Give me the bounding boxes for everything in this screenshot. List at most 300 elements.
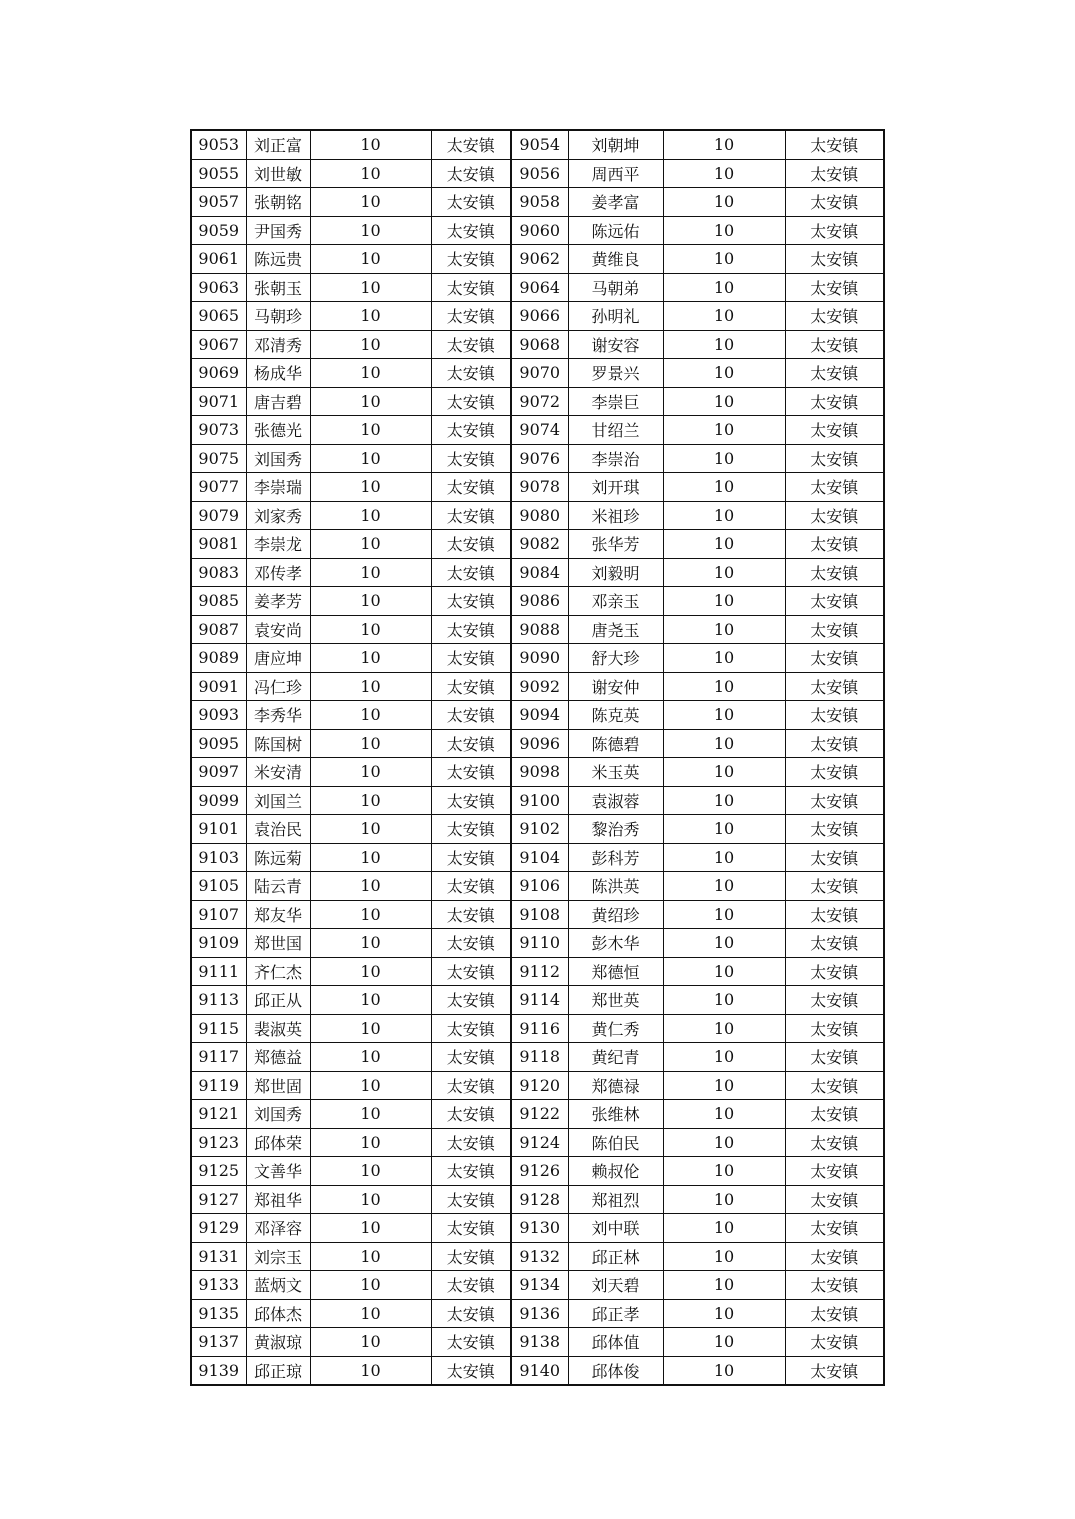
- township-cell: 太安镇: [431, 1299, 511, 1328]
- person-name-cell: 张维林: [568, 1100, 663, 1129]
- amount-cell: 10: [310, 1014, 431, 1043]
- record-id-cell: 9093: [191, 701, 246, 730]
- record-id-cell: 9124: [511, 1128, 568, 1157]
- record-id-cell: 9091: [191, 672, 246, 701]
- record-id-cell: 9063: [191, 273, 246, 302]
- township-cell: 太安镇: [785, 416, 884, 445]
- person-name-cell: 唐应坤: [246, 644, 310, 673]
- record-id-cell: 9081: [191, 530, 246, 559]
- record-id-cell: 9059: [191, 216, 246, 245]
- person-name-cell: 陈远贵: [246, 245, 310, 274]
- person-name-cell: 周西平: [568, 159, 663, 188]
- amount-cell: 10: [663, 815, 785, 844]
- amount-cell: 10: [663, 1043, 785, 1072]
- township-cell: 太安镇: [431, 188, 511, 217]
- person-name-cell: 谢安仲: [568, 672, 663, 701]
- table-row: [191, 273, 884, 302]
- township-cell: 太安镇: [431, 330, 511, 359]
- amount-cell: 10: [310, 330, 431, 359]
- record-id-cell: 9102: [511, 815, 568, 844]
- table-row: [191, 1157, 884, 1186]
- person-name-cell: 郑世固: [246, 1071, 310, 1100]
- amount-cell: 10: [663, 1214, 785, 1243]
- record-id-cell: 9088: [511, 615, 568, 644]
- township-cell: 太安镇: [431, 1100, 511, 1129]
- person-name-cell: 袁安尚: [246, 615, 310, 644]
- amount-cell: 10: [310, 302, 431, 331]
- township-cell: 太安镇: [431, 501, 511, 530]
- amount-cell: 10: [310, 1214, 431, 1243]
- record-id-cell: 9083: [191, 558, 246, 587]
- township-cell: 太安镇: [431, 701, 511, 730]
- table-row: [191, 986, 884, 1015]
- township-cell: 太安镇: [785, 786, 884, 815]
- amount-cell: 10: [663, 1299, 785, 1328]
- amount-cell: 10: [310, 473, 431, 502]
- record-id-cell: 9064: [511, 273, 568, 302]
- township-cell: 太安镇: [785, 587, 884, 616]
- amount-cell: 10: [663, 359, 785, 388]
- township-cell: 太安镇: [431, 815, 511, 844]
- record-id-cell: 9122: [511, 1100, 568, 1129]
- amount-cell: 10: [663, 758, 785, 787]
- record-id-cell: 9058: [511, 188, 568, 217]
- township-cell: 太安镇: [431, 1356, 511, 1385]
- township-cell: 太安镇: [785, 273, 884, 302]
- person-name-cell: 文善华: [246, 1157, 310, 1186]
- township-cell: 太安镇: [785, 1271, 884, 1300]
- record-id-cell: 9075: [191, 444, 246, 473]
- record-id-cell: 9139: [191, 1356, 246, 1385]
- table-row: [191, 188, 884, 217]
- amount-cell: 10: [663, 986, 785, 1015]
- table-row: [191, 672, 884, 701]
- record-id-cell: 9077: [191, 473, 246, 502]
- amount-cell: 10: [310, 957, 431, 986]
- township-cell: 太安镇: [431, 929, 511, 958]
- roster-table: [190, 129, 885, 1386]
- record-id-cell: 9114: [511, 986, 568, 1015]
- person-name-cell: 邱正琼: [246, 1356, 310, 1385]
- person-name-cell: 唐吉碧: [246, 387, 310, 416]
- table-row: [191, 729, 884, 758]
- amount-cell: 10: [663, 216, 785, 245]
- township-cell: 太安镇: [785, 758, 884, 787]
- table-row: [191, 1214, 884, 1243]
- table-row: [191, 1242, 884, 1271]
- person-name-cell: 张华芳: [568, 530, 663, 559]
- record-id-cell: 9073: [191, 416, 246, 445]
- amount-cell: 10: [663, 929, 785, 958]
- person-name-cell: 袁治民: [246, 815, 310, 844]
- amount-cell: 10: [663, 1128, 785, 1157]
- person-name-cell: 陈洪英: [568, 872, 663, 901]
- record-id-cell: 9098: [511, 758, 568, 787]
- person-name-cell: 马朝珍: [246, 302, 310, 331]
- person-name-cell: 尹国秀: [246, 216, 310, 245]
- record-id-cell: 9109: [191, 929, 246, 958]
- table-row: [191, 159, 884, 188]
- person-name-cell: 姜孝富: [568, 188, 663, 217]
- amount-cell: 10: [663, 330, 785, 359]
- amount-cell: 10: [663, 644, 785, 673]
- person-name-cell: 郑祖华: [246, 1185, 310, 1214]
- township-cell: 太安镇: [431, 1214, 511, 1243]
- amount-cell: 10: [310, 615, 431, 644]
- person-name-cell: 黄维良: [568, 245, 663, 274]
- township-cell: 太安镇: [431, 159, 511, 188]
- record-id-cell: 9097: [191, 758, 246, 787]
- township-cell: 太安镇: [431, 1043, 511, 1072]
- township-cell: 太安镇: [431, 473, 511, 502]
- person-name-cell: 刘朝坤: [568, 130, 663, 159]
- township-cell: 太安镇: [785, 1356, 884, 1385]
- person-name-cell: 罗景兴: [568, 359, 663, 388]
- township-cell: 太安镇: [785, 130, 884, 159]
- person-name-cell: 蓝炳文: [246, 1271, 310, 1300]
- record-id-cell: 9079: [191, 501, 246, 530]
- person-name-cell: 陈远菊: [246, 843, 310, 872]
- record-id-cell: 9123: [191, 1128, 246, 1157]
- table-row: [191, 1071, 884, 1100]
- record-id-cell: 9131: [191, 1242, 246, 1271]
- township-cell: 太安镇: [785, 245, 884, 274]
- amount-cell: 10: [663, 1100, 785, 1129]
- record-id-cell: 9078: [511, 473, 568, 502]
- record-id-cell: 9071: [191, 387, 246, 416]
- record-id-cell: 9112: [511, 957, 568, 986]
- amount-cell: 10: [310, 644, 431, 673]
- person-name-cell: 唐尧玉: [568, 615, 663, 644]
- table-row: [191, 558, 884, 587]
- person-name-cell: 李崇巨: [568, 387, 663, 416]
- record-id-cell: 9087: [191, 615, 246, 644]
- amount-cell: 10: [663, 1071, 785, 1100]
- township-cell: 太安镇: [785, 387, 884, 416]
- amount-cell: 10: [663, 1328, 785, 1357]
- person-name-cell: 刘国兰: [246, 786, 310, 815]
- record-id-cell: 9111: [191, 957, 246, 986]
- amount-cell: 10: [310, 245, 431, 274]
- township-cell: 太安镇: [785, 986, 884, 1015]
- person-name-cell: 刘毅明: [568, 558, 663, 587]
- record-id-cell: 9072: [511, 387, 568, 416]
- amount-cell: 10: [310, 1157, 431, 1186]
- township-cell: 太安镇: [431, 729, 511, 758]
- person-name-cell: 邱体荣: [246, 1128, 310, 1157]
- township-cell: 太安镇: [785, 1242, 884, 1271]
- record-id-cell: 9135: [191, 1299, 246, 1328]
- township-cell: 太安镇: [431, 1157, 511, 1186]
- amount-cell: 10: [663, 188, 785, 217]
- township-cell: 太安镇: [785, 1328, 884, 1357]
- person-name-cell: 李崇瑞: [246, 473, 310, 502]
- person-name-cell: 刘国秀: [246, 444, 310, 473]
- record-id-cell: 9055: [191, 159, 246, 188]
- person-name-cell: 邱正孝: [568, 1299, 663, 1328]
- township-cell: 太安镇: [785, 1014, 884, 1043]
- person-name-cell: 袁淑蓉: [568, 786, 663, 815]
- record-id-cell: 9057: [191, 188, 246, 217]
- person-name-cell: 李崇龙: [246, 530, 310, 559]
- table-row: [191, 843, 884, 872]
- amount-cell: 10: [663, 416, 785, 445]
- record-id-cell: 9060: [511, 216, 568, 245]
- township-cell: 太安镇: [785, 159, 884, 188]
- person-name-cell: 李崇治: [568, 444, 663, 473]
- township-cell: 太安镇: [785, 188, 884, 217]
- township-cell: 太安镇: [431, 416, 511, 445]
- township-cell: 太安镇: [785, 501, 884, 530]
- township-cell: 太安镇: [431, 786, 511, 815]
- record-id-cell: 9107: [191, 900, 246, 929]
- table-row: [191, 815, 884, 844]
- amount-cell: 10: [310, 986, 431, 1015]
- table-row: [191, 1356, 884, 1385]
- person-name-cell: 刘正富: [246, 130, 310, 159]
- amount-cell: 10: [663, 444, 785, 473]
- record-id-cell: 9137: [191, 1328, 246, 1357]
- amount-cell: 10: [663, 302, 785, 331]
- township-cell: 太安镇: [431, 1128, 511, 1157]
- record-id-cell: 9090: [511, 644, 568, 673]
- person-name-cell: 郑世国: [246, 929, 310, 958]
- roster-body: [191, 130, 884, 1385]
- person-name-cell: 冯仁珍: [246, 672, 310, 701]
- table-row: [191, 644, 884, 673]
- record-id-cell: 9100: [511, 786, 568, 815]
- amount-cell: 10: [663, 786, 785, 815]
- person-name-cell: 郑德禄: [568, 1071, 663, 1100]
- township-cell: 太安镇: [785, 359, 884, 388]
- township-cell: 太安镇: [431, 986, 511, 1015]
- person-name-cell: 邱正林: [568, 1242, 663, 1271]
- amount-cell: 10: [310, 1128, 431, 1157]
- table-row: [191, 872, 884, 901]
- person-name-cell: 李秀华: [246, 701, 310, 730]
- person-name-cell: 郑德益: [246, 1043, 310, 1072]
- amount-cell: 10: [310, 1100, 431, 1129]
- table-row: [191, 587, 884, 616]
- record-id-cell: 9094: [511, 701, 568, 730]
- township-cell: 太安镇: [785, 216, 884, 245]
- amount-cell: 10: [310, 758, 431, 787]
- township-cell: 太安镇: [785, 843, 884, 872]
- amount-cell: 10: [663, 957, 785, 986]
- record-id-cell: 9067: [191, 330, 246, 359]
- person-name-cell: 黎治秀: [568, 815, 663, 844]
- amount-cell: 10: [663, 615, 785, 644]
- township-cell: 太安镇: [785, 672, 884, 701]
- record-id-cell: 9056: [511, 159, 568, 188]
- amount-cell: 10: [310, 672, 431, 701]
- table-row: [191, 302, 884, 331]
- table-row: [191, 530, 884, 559]
- amount-cell: 10: [310, 444, 431, 473]
- township-cell: 太安镇: [785, 1157, 884, 1186]
- record-id-cell: 9104: [511, 843, 568, 872]
- amount-cell: 10: [663, 1356, 785, 1385]
- record-id-cell: 9101: [191, 815, 246, 844]
- person-name-cell: 郑德恒: [568, 957, 663, 986]
- township-cell: 太安镇: [431, 1271, 511, 1300]
- person-name-cell: 陈远佑: [568, 216, 663, 245]
- table-row: [191, 1043, 884, 1072]
- amount-cell: 10: [663, 843, 785, 872]
- person-name-cell: 刘宗玉: [246, 1242, 310, 1271]
- person-name-cell: 刘中联: [568, 1214, 663, 1243]
- township-cell: 太安镇: [431, 245, 511, 274]
- person-name-cell: 邓亲玉: [568, 587, 663, 616]
- record-id-cell: 9085: [191, 587, 246, 616]
- person-name-cell: 陆云青: [246, 872, 310, 901]
- township-cell: 太安镇: [785, 558, 884, 587]
- township-cell: 太安镇: [785, 473, 884, 502]
- table-row: [191, 900, 884, 929]
- township-cell: 太安镇: [785, 1128, 884, 1157]
- amount-cell: 10: [663, 701, 785, 730]
- township-cell: 太安镇: [785, 444, 884, 473]
- record-id-cell: 9110: [511, 929, 568, 958]
- amount-cell: 10: [663, 1014, 785, 1043]
- table-row: [191, 758, 884, 787]
- person-name-cell: 邱体俊: [568, 1356, 663, 1385]
- record-id-cell: 9074: [511, 416, 568, 445]
- record-id-cell: 9129: [191, 1214, 246, 1243]
- record-id-cell: 9133: [191, 1271, 246, 1300]
- table-row: [191, 416, 884, 445]
- record-id-cell: 9053: [191, 130, 246, 159]
- person-name-cell: 姜孝芳: [246, 587, 310, 616]
- person-name-cell: 邱正从: [246, 986, 310, 1015]
- amount-cell: 10: [663, 130, 785, 159]
- amount-cell: 10: [310, 786, 431, 815]
- township-cell: 太安镇: [785, 302, 884, 331]
- township-cell: 太安镇: [785, 1043, 884, 1072]
- record-id-cell: 9121: [191, 1100, 246, 1129]
- person-name-cell: 谢安容: [568, 330, 663, 359]
- record-id-cell: 9066: [511, 302, 568, 331]
- amount-cell: 10: [663, 245, 785, 274]
- township-cell: 太安镇: [785, 872, 884, 901]
- table-row: [191, 130, 884, 159]
- record-id-cell: 9134: [511, 1271, 568, 1300]
- person-name-cell: 邓清秀: [246, 330, 310, 359]
- person-name-cell: 张朝玉: [246, 273, 310, 302]
- record-id-cell: 9106: [511, 872, 568, 901]
- person-name-cell: 裴淑英: [246, 1014, 310, 1043]
- township-cell: 太安镇: [431, 615, 511, 644]
- record-id-cell: 9126: [511, 1157, 568, 1186]
- table-row: [191, 473, 884, 502]
- record-id-cell: 9116: [511, 1014, 568, 1043]
- table-row: [191, 444, 884, 473]
- record-id-cell: 9113: [191, 986, 246, 1015]
- record-id-cell: 9108: [511, 900, 568, 929]
- amount-cell: 10: [310, 729, 431, 758]
- person-name-cell: 米安清: [246, 758, 310, 787]
- person-name-cell: 郑友华: [246, 900, 310, 929]
- person-name-cell: 邓传孝: [246, 558, 310, 587]
- amount-cell: 10: [663, 1185, 785, 1214]
- person-name-cell: 黄淑琼: [246, 1328, 310, 1357]
- amount-cell: 10: [310, 1328, 431, 1357]
- amount-cell: 10: [663, 159, 785, 188]
- table-row: [191, 786, 884, 815]
- township-cell: 太安镇: [785, 701, 884, 730]
- person-name-cell: 舒大珍: [568, 644, 663, 673]
- township-cell: 太安镇: [785, 929, 884, 958]
- record-id-cell: 9089: [191, 644, 246, 673]
- township-cell: 太安镇: [431, 1014, 511, 1043]
- person-name-cell: 邓泽容: [246, 1214, 310, 1243]
- township-cell: 太安镇: [785, 1185, 884, 1214]
- amount-cell: 10: [663, 1242, 785, 1271]
- amount-cell: 10: [310, 843, 431, 872]
- township-cell: 太安镇: [431, 672, 511, 701]
- amount-cell: 10: [310, 872, 431, 901]
- township-cell: 太安镇: [785, 815, 884, 844]
- amount-cell: 10: [310, 1356, 431, 1385]
- amount-cell: 10: [663, 672, 785, 701]
- township-cell: 太安镇: [431, 387, 511, 416]
- amount-cell: 10: [310, 216, 431, 245]
- township-cell: 太安镇: [431, 1328, 511, 1357]
- table-row: [191, 929, 884, 958]
- township-cell: 太安镇: [785, 530, 884, 559]
- amount-cell: 10: [310, 188, 431, 217]
- amount-cell: 10: [310, 1299, 431, 1328]
- person-name-cell: 齐仁杰: [246, 957, 310, 986]
- amount-cell: 10: [310, 1071, 431, 1100]
- amount-cell: 10: [310, 701, 431, 730]
- township-cell: 太安镇: [431, 216, 511, 245]
- person-name-cell: 陈伯民: [568, 1128, 663, 1157]
- person-name-cell: 刘国秀: [246, 1100, 310, 1129]
- township-cell: 太安镇: [785, 957, 884, 986]
- table-row: [191, 330, 884, 359]
- amount-cell: 10: [310, 130, 431, 159]
- record-id-cell: 9103: [191, 843, 246, 872]
- township-cell: 太安镇: [431, 957, 511, 986]
- table-row: [191, 359, 884, 388]
- table-row: [191, 1299, 884, 1328]
- amount-cell: 10: [310, 359, 431, 388]
- table-row: [191, 1128, 884, 1157]
- township-cell: 太安镇: [431, 359, 511, 388]
- person-name-cell: 郑世英: [568, 986, 663, 1015]
- person-name-cell: 黄仁秀: [568, 1014, 663, 1043]
- record-id-cell: 9068: [511, 330, 568, 359]
- person-name-cell: 孙明礼: [568, 302, 663, 331]
- record-id-cell: 9086: [511, 587, 568, 616]
- record-id-cell: 9092: [511, 672, 568, 701]
- amount-cell: 10: [310, 815, 431, 844]
- record-id-cell: 9140: [511, 1356, 568, 1385]
- amount-cell: 10: [663, 387, 785, 416]
- record-id-cell: 9117: [191, 1043, 246, 1072]
- person-name-cell: 彭科芳: [568, 843, 663, 872]
- person-name-cell: 马朝弟: [568, 273, 663, 302]
- table-row: [191, 1328, 884, 1357]
- person-name-cell: 米玉英: [568, 758, 663, 787]
- record-id-cell: 9128: [511, 1185, 568, 1214]
- record-id-cell: 9096: [511, 729, 568, 758]
- amount-cell: 10: [310, 416, 431, 445]
- record-id-cell: 9132: [511, 1242, 568, 1271]
- person-name-cell: 陈德碧: [568, 729, 663, 758]
- record-id-cell: 9084: [511, 558, 568, 587]
